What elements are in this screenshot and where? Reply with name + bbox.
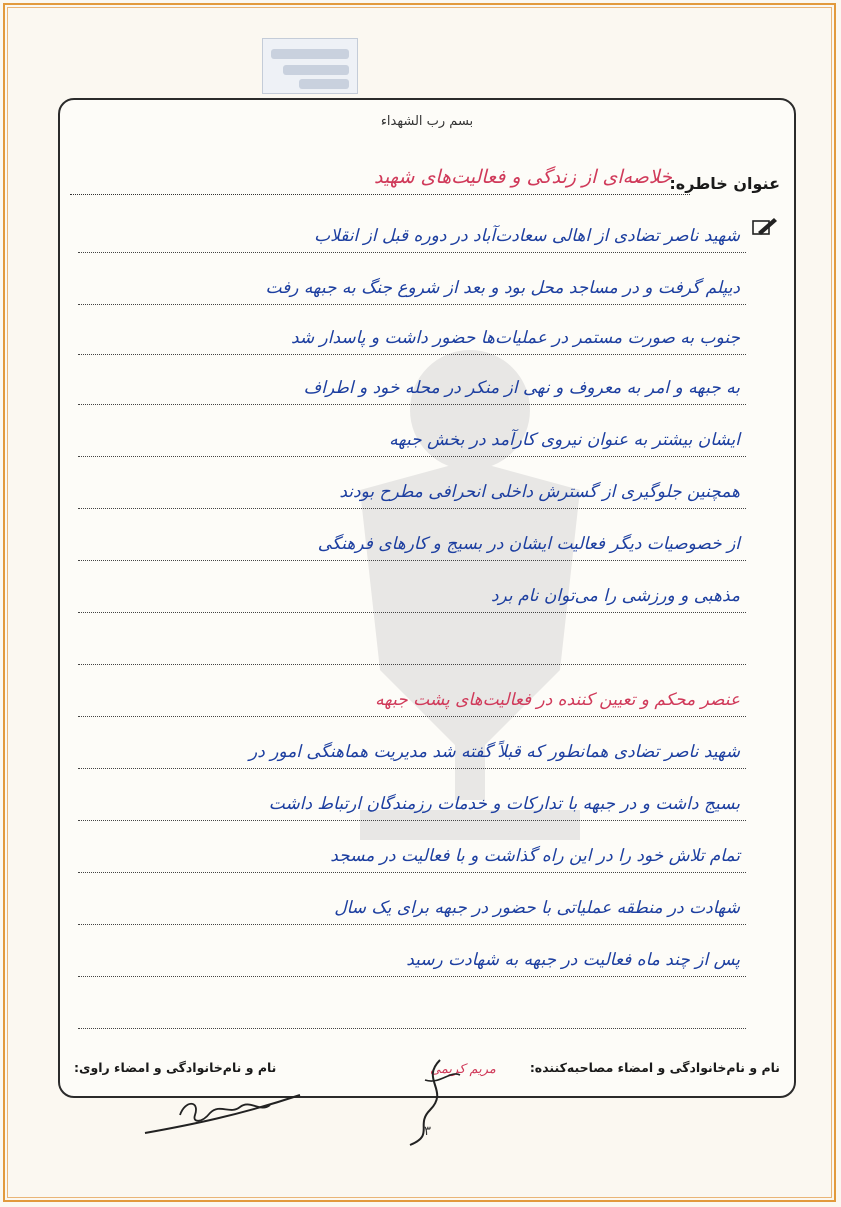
memory-title-value: خلاصه‌ای از زندگی و فعالیت‌های شهید [374,166,672,188]
pen-icon [752,216,778,238]
archive-stamp [262,38,358,94]
narrator-signature-label: نام و نام‌خانوادگی و امضاء راوی: [74,1060,277,1075]
page-number: ۳ [424,1124,431,1139]
text-line: شهید ناصر تضادی همانطور که قبلاً گفته شد مدیریت هماهنگی امور در [78,724,746,769]
bismillah-header: بسم رب الشهداء [380,114,474,129]
text-line: به جبهه و امر به معروف و نهی از منکر در محله خود و اطراف [78,360,746,405]
text-line: شهادت در منطقه عملیاتی با حضور در جبهه برای یک سال [78,880,746,925]
text-line: جنوب به صورت مستمر در عملیات‌ها حضور داشت و پاسدار شد [78,310,746,355]
text-line: بسیج داشت و در جبهه با تدارکات و خدمات رزمندگان ارتباط داشت [78,776,746,821]
narrator-signature [140,1085,310,1145]
interviewer-signature-text: مریم کریمی [430,1062,496,1077]
text-line: تمام تلاش خود را در این راه گذاشت و با فعالیت در مسجد [78,828,746,873]
text-line: ایشان بیشتر به عنوان نیروی کارآمد در بخش جبهه [78,412,746,457]
text-line [78,984,746,1029]
title-dotted-line [70,194,690,195]
memory-form [58,98,796,1098]
section-heading-line: عنصر محکم و تعیین کننده در فعالیت‌های پشت جبهه [78,672,746,717]
text-line: دیپلم گرفت و در مساجد محل بود و بعد از شروع جنگ به جبهه رفت [78,260,746,305]
text-line: پس از چند ماه فعالیت در جبهه به شهادت رسید [78,932,746,977]
text-line: همچنین جلوگیری از گسترش داخلی انحرافی مطرح بودند [78,464,746,509]
text-line: مذهبی و ورزشی را می‌توان نام برد [78,568,746,613]
memory-title-label: عنوان خاطره: [669,174,780,193]
memory-title-row [70,166,780,206]
text-line: از خصوصیات دیگر فعالیت ایشان در بسیج و کارهای فرهنگی [78,516,746,561]
text-line: شهید ناصر تضادی از اهالی سعادت‌آباد در دوره قبل از انقلاب [78,208,746,253]
text-line [78,620,746,665]
interviewer-signature-label: نام و نام‌خانوادگی و امضاء مصاحبه‌کننده: [529,1060,780,1075]
